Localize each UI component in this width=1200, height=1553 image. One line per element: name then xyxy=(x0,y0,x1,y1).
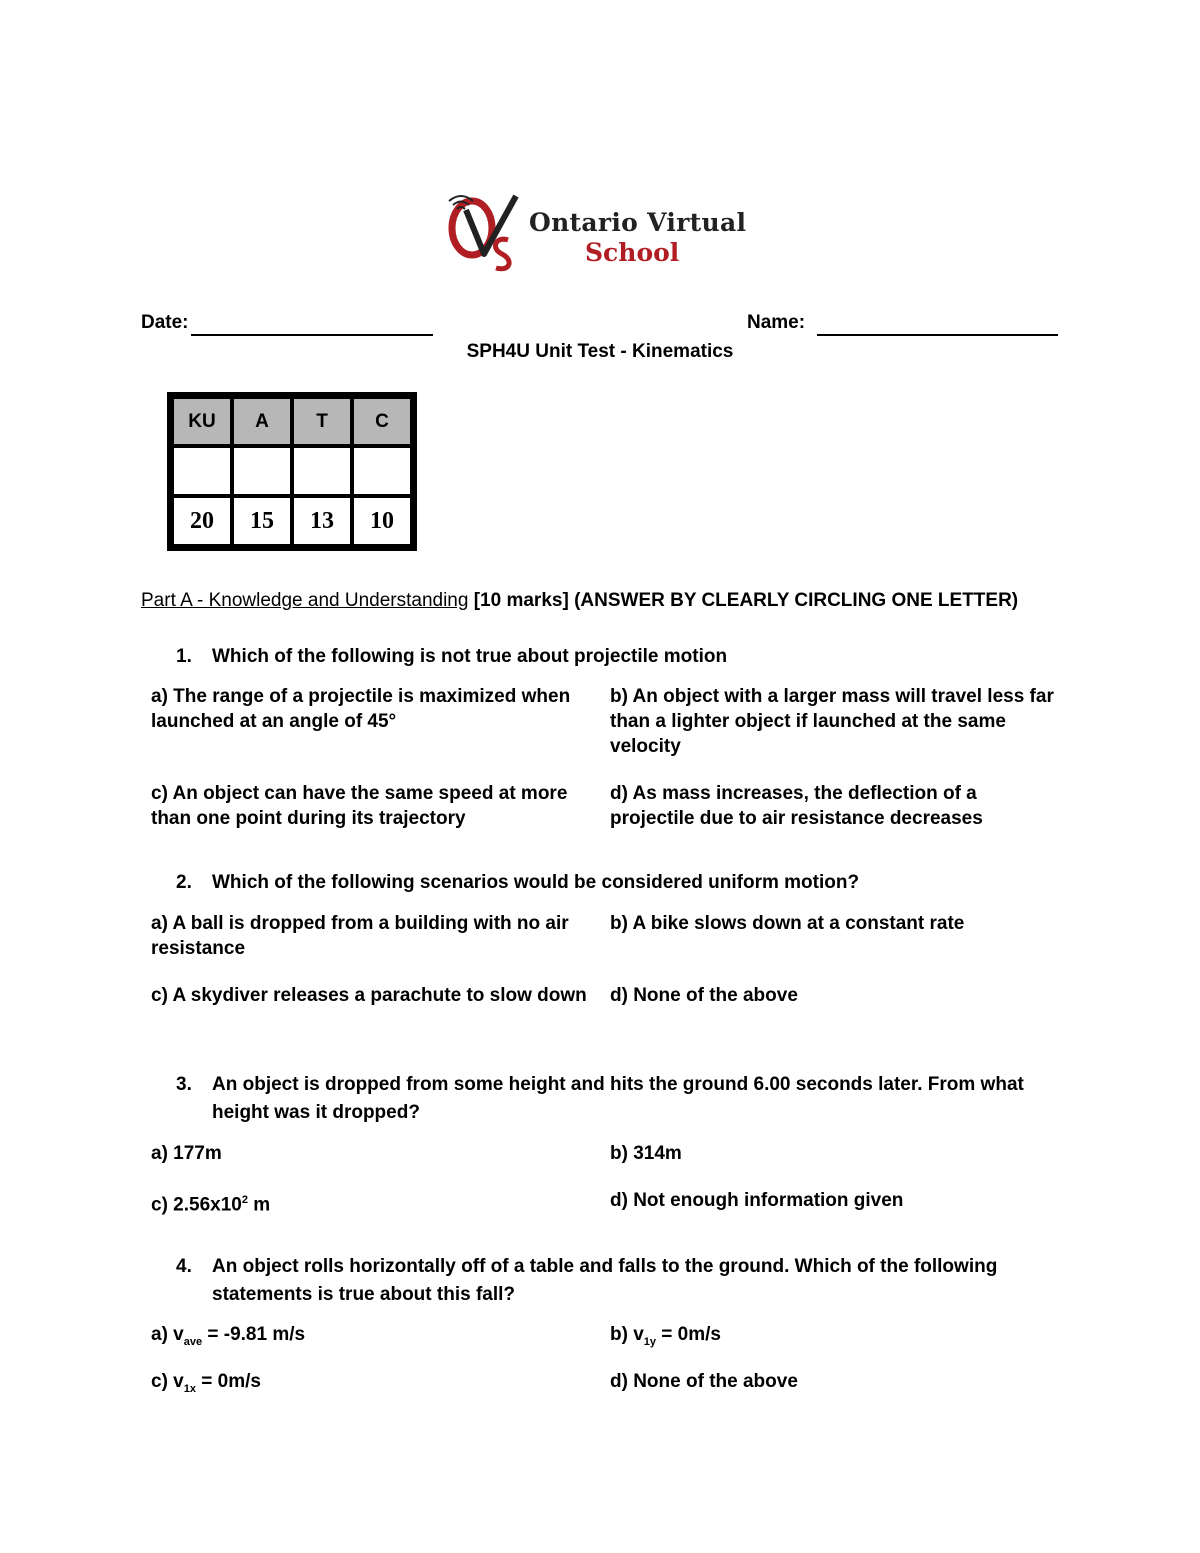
q4-option-d[interactable]: d) None of the above xyxy=(610,1371,798,1392)
score-cell[interactable] xyxy=(174,448,230,494)
option-value: = 0m/s xyxy=(196,1371,261,1392)
total-cell: 15 xyxy=(234,498,290,544)
question-text: Which of the following scenarios would be considered uniform motion? xyxy=(212,872,860,893)
option-value: = -9.81 m/s xyxy=(202,1324,306,1345)
part-a-marks: [10 marks] xyxy=(473,590,569,611)
q2-option-a[interactable]: a) A ball is dropped from a building with no air resistance xyxy=(151,913,569,959)
marks-table-score-row xyxy=(174,448,410,494)
question-number: 2. xyxy=(176,872,192,893)
option-text: c) 2.56x10 xyxy=(151,1194,242,1216)
option-text: c) v xyxy=(151,1371,184,1392)
question-number: 4. xyxy=(176,1256,192,1277)
date-field[interactable] xyxy=(191,334,433,336)
option-text: a) v xyxy=(151,1324,184,1345)
q1-option-c[interactable]: c) An object can have the same speed at more than one point during its trajectory xyxy=(151,783,568,829)
subscript: ave xyxy=(183,1335,203,1348)
marks-table-total-row xyxy=(174,498,410,544)
question-text: An object rolls horizontally off of a table and falls to the ground. Which of the following statements is true about this fall? xyxy=(212,1256,998,1305)
page-title: SPH4U Unit Test - Kinematics xyxy=(466,341,734,362)
question-text: An object is dropped from some height and hits the ground 6.00 seconds later. From what height was it dropped? xyxy=(212,1074,1024,1123)
category-cell: C xyxy=(354,399,410,444)
q2-option-d[interactable]: d) None of the above xyxy=(610,985,798,1006)
q1-option-b[interactable]: b) An object with a larger mass will travel less far than a lighter object if launched at the same velocity xyxy=(610,686,1054,757)
total-cell: 20 xyxy=(174,498,230,544)
date-label: Date: xyxy=(141,312,189,333)
score-cell[interactable] xyxy=(234,448,290,494)
q4-option-a[interactable] xyxy=(151,1322,596,1355)
category-cell: T xyxy=(294,399,350,444)
q1-option-a[interactable]: a) The range of a projectile is maximized when launched at an angle of 45° xyxy=(151,686,571,732)
category-cell: A xyxy=(234,399,290,444)
q2-option-b[interactable]: b) A bike slows down at a constant rate xyxy=(610,913,965,934)
part-a-instruction: (ANSWER BY CLEARLY CIRCLING ONE LETTER) xyxy=(574,590,1019,611)
school-logo xyxy=(446,192,746,276)
subscript: 1y xyxy=(643,1335,657,1348)
q2-option-c[interactable]: c) A skydiver releases a parachute to slow down xyxy=(151,985,587,1006)
logo-text-line2: School xyxy=(585,238,680,267)
option-text: b) v xyxy=(610,1324,644,1345)
total-cell: 13 xyxy=(294,498,350,544)
subscript: 1x xyxy=(183,1382,196,1395)
marks-table-header-row xyxy=(174,399,410,444)
q4-option-b[interactable] xyxy=(610,1322,1055,1355)
q3-option-b[interactable]: b) 314m xyxy=(610,1143,682,1164)
exponent: 2 xyxy=(241,1194,248,1206)
logo-text-line1: Ontario Virtual xyxy=(529,208,747,237)
score-cell[interactable] xyxy=(294,448,350,494)
q3-option-d[interactable]: d) Not enough information given xyxy=(610,1190,904,1211)
marks-table xyxy=(167,392,417,551)
question-text: Which of the following is not true about projectile motion xyxy=(212,646,728,667)
q3-option-c[interactable] xyxy=(151,1188,596,1217)
part-a-title: Part A - Knowledge and Understanding xyxy=(141,590,469,611)
q1-option-d[interactable]: d) As mass increases, the deflection of a projectile due to air resistance decreases xyxy=(610,783,983,829)
score-cell[interactable] xyxy=(354,448,410,494)
q4-option-c[interactable] xyxy=(151,1369,596,1402)
option-unit: m xyxy=(247,1194,271,1216)
part-a-heading xyxy=(141,586,1061,615)
name-field[interactable] xyxy=(817,334,1058,336)
total-cell: 10 xyxy=(354,498,410,544)
wifi-icon xyxy=(446,192,476,212)
question-number: 1. xyxy=(176,646,192,667)
name-label: Name: xyxy=(747,312,806,333)
category-cell: KU xyxy=(174,399,230,444)
option-value: = 0m/s xyxy=(656,1324,721,1345)
q3-option-a[interactable]: a) 177m xyxy=(151,1143,222,1164)
question-number: 3. xyxy=(176,1074,192,1095)
